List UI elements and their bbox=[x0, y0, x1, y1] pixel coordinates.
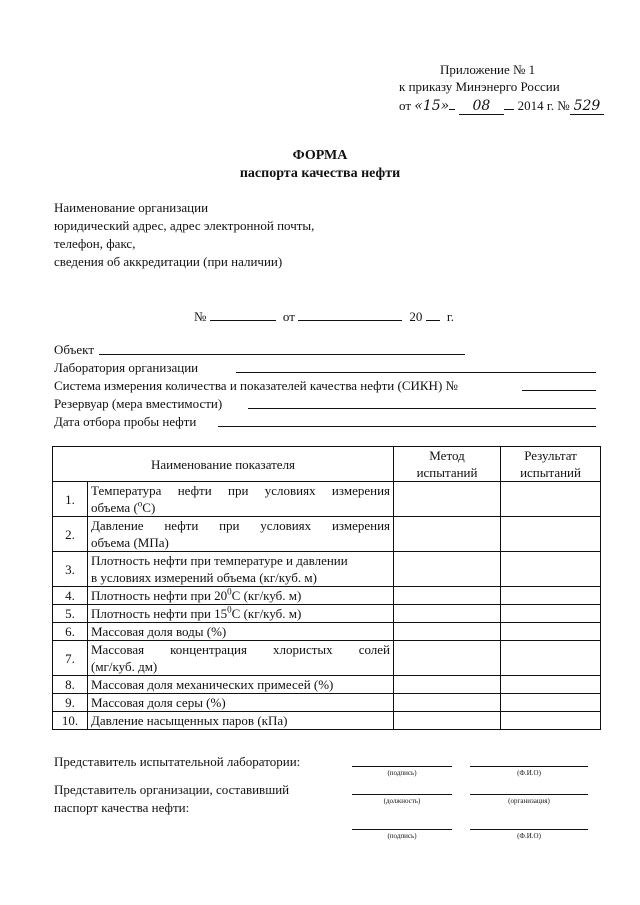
laboratory-label: Лаборатория организации bbox=[54, 360, 199, 375]
result-cell[interactable] bbox=[501, 482, 601, 517]
row-number: 2. bbox=[53, 517, 88, 552]
row-number: 3. bbox=[53, 552, 88, 587]
result-cell[interactable] bbox=[501, 694, 601, 712]
result-cell[interactable] bbox=[501, 676, 601, 694]
org-position-field[interactable] bbox=[352, 794, 452, 795]
method-cell[interactable] bbox=[394, 587, 501, 605]
number-sign: № bbox=[194, 309, 207, 324]
result-cell[interactable] bbox=[501, 712, 601, 730]
table-row bbox=[53, 587, 601, 605]
cap-fio-1: (Ф.И.О) bbox=[517, 769, 541, 777]
indicator-cell: Массовая концентрация хлористых солей (мг/куб. дм) bbox=[88, 641, 394, 676]
row-number: 9. bbox=[53, 694, 88, 712]
row-number: 8. bbox=[53, 676, 88, 694]
indicator-cell: Массовая доля механических примесей (%) bbox=[88, 676, 394, 694]
date-month: 08 bbox=[459, 98, 505, 115]
method-cell[interactable] bbox=[394, 676, 501, 694]
row-number: 10. bbox=[53, 712, 88, 730]
result-cell[interactable] bbox=[501, 623, 601, 641]
cap-signature-2: (подпись) bbox=[387, 832, 417, 840]
cap-fio-2: (Ф.И.О) bbox=[517, 832, 541, 840]
system-label: Система измерения количества и показателей качества нефти (СИКН) № bbox=[54, 378, 458, 393]
indicator-cell: Плотность нефти при температуре и давлении в условиях измерений объема (кг/куб. м) bbox=[88, 552, 394, 587]
indicator-cell: Плотность нефти при $20^0С$ (кг/куб. м) bbox=[88, 587, 394, 605]
laboratory-field[interactable] bbox=[236, 372, 596, 373]
row-number: 1. bbox=[53, 482, 88, 517]
row-number: 7. bbox=[53, 641, 88, 676]
table-row bbox=[53, 641, 601, 676]
cap-signature-1: (подпись) bbox=[387, 769, 417, 777]
org-signature-field[interactable] bbox=[352, 829, 452, 830]
header-result: Результат испытаний bbox=[501, 447, 601, 482]
result-cell[interactable] bbox=[501, 641, 601, 676]
cap-organization: (организация) bbox=[508, 797, 550, 805]
lab-fio-field[interactable] bbox=[470, 766, 588, 767]
indicator-cell: Массовая доля воды (%) bbox=[88, 623, 394, 641]
reservoir-field[interactable] bbox=[248, 408, 596, 409]
doc-number-field[interactable] bbox=[210, 308, 276, 321]
method-cell[interactable] bbox=[394, 482, 501, 517]
org-rep-label-2: паспорт качества нефти: bbox=[54, 800, 190, 815]
table-header-row bbox=[53, 447, 601, 482]
result-cell[interactable] bbox=[501, 552, 601, 587]
date-prefix: от bbox=[399, 98, 412, 113]
header-method: Метод испытаний bbox=[394, 447, 501, 482]
table-row bbox=[53, 552, 601, 587]
year-field[interactable] bbox=[426, 308, 440, 321]
indicator-cell: Давление нефти при условиях измерения объема (МПа) bbox=[88, 517, 394, 552]
method-cell[interactable] bbox=[394, 552, 501, 587]
doc-number-line bbox=[194, 308, 454, 325]
form-title: ФОРМА bbox=[292, 148, 348, 163]
date-day: «15» bbox=[414, 98, 450, 114]
method-cell[interactable] bbox=[394, 605, 501, 623]
doc-date-field[interactable] bbox=[298, 308, 402, 321]
row-number: 4. bbox=[53, 587, 88, 605]
from-label: от bbox=[282, 309, 295, 324]
cap-position: (должность) bbox=[383, 797, 421, 805]
year-text: 2014 г. № bbox=[517, 98, 570, 113]
object-field[interactable] bbox=[99, 354, 465, 355]
table-row bbox=[53, 694, 601, 712]
org-rep-label-1: Представитель организации, составивший bbox=[54, 782, 290, 797]
indicator-cell: Массовая доля серы (%) bbox=[88, 694, 394, 712]
table-row bbox=[53, 482, 601, 517]
row-number: 5. bbox=[53, 605, 88, 623]
method-cell[interactable] bbox=[394, 641, 501, 676]
org-info-line-4: сведения об аккредитации (при наличии) bbox=[54, 254, 283, 269]
object-label: Объект bbox=[54, 342, 94, 357]
appendix-line-2: к приказу Минэнерго России bbox=[399, 79, 560, 94]
appendix-date-line bbox=[399, 97, 604, 114]
system-field[interactable] bbox=[522, 390, 596, 391]
indicator-cell: Температура нефти при условиях измерения объема ($^о$С) bbox=[88, 482, 394, 517]
header-indicator-name: Наименование показателя bbox=[53, 447, 394, 482]
sample-date-field[interactable] bbox=[218, 426, 596, 427]
order-number: 529 bbox=[570, 98, 605, 115]
method-cell[interactable] bbox=[394, 694, 501, 712]
table-row bbox=[53, 517, 601, 552]
org-info-line-3: телефон, факс, bbox=[54, 236, 136, 251]
table-row bbox=[53, 605, 601, 623]
lab-signature-field[interactable] bbox=[352, 766, 452, 767]
year-prefix: 20 bbox=[409, 309, 423, 324]
row-number: 6. bbox=[53, 623, 88, 641]
year-suffix: г. bbox=[446, 309, 455, 324]
appendix-line-1: Приложение № 1 bbox=[440, 62, 536, 77]
org-info-line-2: юридический адрес, адрес электронной почты, bbox=[54, 218, 315, 233]
table-row bbox=[53, 712, 601, 730]
result-cell[interactable] bbox=[501, 605, 601, 623]
org-organization-field[interactable] bbox=[470, 794, 588, 795]
method-cell[interactable] bbox=[394, 712, 501, 730]
table-row bbox=[53, 623, 601, 641]
quality-table bbox=[52, 446, 601, 730]
table-row bbox=[53, 676, 601, 694]
org-info-line-1: Наименование организации bbox=[54, 200, 209, 215]
org-fio-field[interactable] bbox=[470, 829, 588, 830]
sample-date-label: Дата отбора пробы нефти bbox=[54, 414, 197, 429]
method-cell[interactable] bbox=[394, 623, 501, 641]
form-subtitle: паспорта качества нефти bbox=[239, 166, 401, 181]
reservoir-label: Резервуар (мера вместимости) bbox=[54, 396, 223, 411]
indicator-cell: Давление насыщенных паров (кПа) bbox=[88, 712, 394, 730]
lab-rep-label: Представитель испытательной лаборатории: bbox=[54, 754, 301, 769]
result-cell[interactable] bbox=[501, 587, 601, 605]
indicator-cell: Плотность нефти при $15^0С$ (кг/куб. м) bbox=[88, 605, 394, 623]
method-cell[interactable] bbox=[394, 517, 501, 552]
result-cell[interactable] bbox=[501, 517, 601, 552]
